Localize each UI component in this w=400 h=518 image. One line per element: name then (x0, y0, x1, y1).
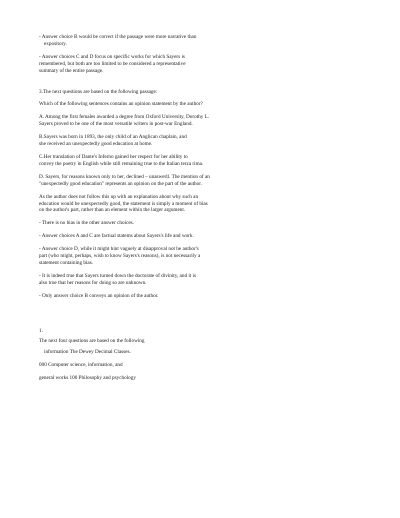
no-bias-note: - There is no bias in the other answer choices. (39, 220, 134, 227)
dewey-class-000: 000 Computer science, information, and (39, 362, 123, 369)
option-c: C.Her translation of Dante's Inferno gained her respect for her ability to convey the poetry in English while still remaining true to the Italian terza rima. (39, 153, 204, 167)
only-b-note: - Only answer choice B conveys an opinion of the author. (39, 292, 159, 299)
dewey-info-line: information The Dewey Decimal Classes. (44, 349, 131, 356)
option-a: A. Among the first females awarded a degree from Oxford University, Dorothy L. Sayers proved to be one of the most versatile writers in post-war England. (39, 114, 210, 128)
question-3-intro: 3.The next questions are based on the following passage: (39, 88, 158, 95)
doctorate-note: - It is indeed true that Sayers turned down the doctorate of divinity, and it is also true that her reasons for doing so are unknown. (39, 272, 196, 286)
document-page (39, 34, 369, 382)
answer-d-note: - Answer choice D, while it might hint vaguely at disapproval not he author's part (who might, perhaps, wish to know Sayers's reasons), is not necessarily a statement containing bias. (39, 246, 201, 266)
question-3-prompt: Which of the following sentences contains an opinion statement by the author? (39, 101, 203, 108)
answer-cd-note: - Answer choices C and D focus on specific works for which Sayers is remembered, but both are too limited to be considered a representative summary of the entire passage. (39, 53, 186, 74)
question-1-number: 1. (39, 327, 43, 334)
answer-b-note-continued: expository. (44, 40, 67, 47)
answer-ac-note: - Answer choices A and C are factual statems about Sayers's life and work. (39, 233, 194, 240)
answer-b-note: - Answer choice B would be correct if the passage were more narrative than (39, 34, 197, 40)
question-1-intro: The next four questions are based on the following (39, 338, 145, 345)
explanation-paragraph: As the author does not follow this up with an explanation about why such an education would be unexpectedly good, the statement is simply a moment of bias on the author's part, rather than an element within the larger argument. (39, 193, 208, 214)
option-d: D. Sayers, for reasons known only to her, declined – unaswerll. The mention of an "unexpectedly good education" represents an opinion on the part of the author. (39, 173, 210, 187)
dewey-class-100: general works 100 Philosophy and psychology (39, 375, 136, 382)
option-b: B.Sayers was born in 1893, the only child of an Anglican chaplain, and she received an unexpectedly good education at home. (39, 134, 187, 148)
